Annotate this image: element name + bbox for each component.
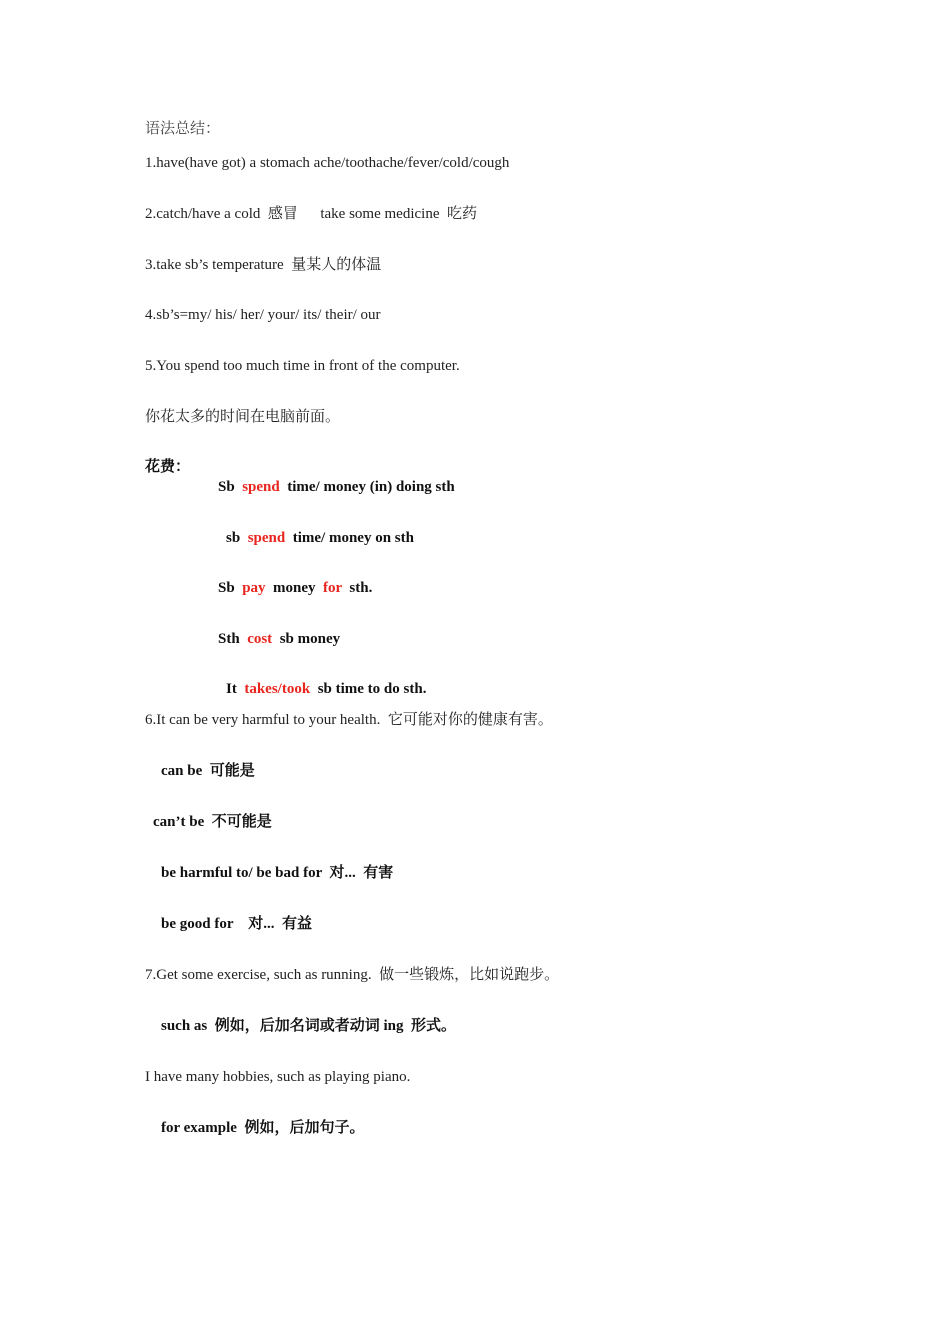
- spend-row-2-verb: spend: [247, 530, 286, 546]
- spend-row-5-subject: It: [226, 681, 245, 697]
- item-6-note-cant-be: can’t be 不可能是: [153, 814, 272, 830]
- item-7-note-for-example: for example 例如，后加句子。: [161, 1120, 365, 1136]
- grammar-item-4: 4.sb’s=my/ his/ her/ your/ its/ their/ our: [145, 307, 381, 323]
- grammar-item-5: 5.You spend too much time in front of the computer.: [145, 358, 460, 374]
- spend-row-3-subject: Sb: [218, 580, 243, 596]
- spend-row-4-verb: cost: [247, 631, 273, 647]
- grammar-item-5-translation: 你花太多的时间在电脑前面。: [145, 409, 341, 425]
- item-6-note-good-for: be good for 对... 有益: [161, 916, 312, 932]
- page-heading: 语法总结：: [145, 121, 221, 137]
- spend-row-3-rest: sth.: [341, 580, 373, 596]
- spend-row-5-verb: takes/took: [244, 681, 311, 697]
- spend-row-1-verb: spend: [242, 479, 280, 495]
- item-7-note-such-as: such as 例如，后加名词或者动词 ing 形式。: [161, 1018, 457, 1034]
- spend-row-3-object: money: [265, 580, 324, 596]
- grammar-item-1: 1.have(have got) a stomach ache/toothache/fever/cold/cough: [145, 155, 510, 171]
- spend-section-label: 花费：: [145, 459, 191, 475]
- grammar-item-6: 6.It can be very harmful to your health. 它可能对你的健康有害。: [145, 712, 553, 728]
- item-6-note-harmful: be harmful to/ be bad for 对... 有害: [161, 865, 394, 881]
- grammar-item-7: 7.Get some exercise, such as running. 做一些锻炼，比如说跑步。: [145, 967, 560, 983]
- spend-row-2-subject: sb: [226, 530, 248, 546]
- spend-row-1-subject: Sb: [218, 479, 243, 495]
- spend-row-4-subject: Sth: [218, 631, 248, 647]
- spend-row-1-rest: time/ money (in) doing sth: [279, 479, 455, 495]
- item-6-note-can-be: can be 可能是: [161, 763, 255, 779]
- grammar-item-3: 3.take sb’s temperature 量某人的体温: [145, 257, 382, 273]
- grammar-item-2: 2.catch/have a cold 感冒 take some medicine 吃药: [145, 206, 477, 222]
- spend-row-2-rest: time/ money on sth: [285, 530, 414, 546]
- item-7-example-sentence: I have many hobbies, such as playing piano.: [145, 1069, 411, 1085]
- spend-row-5-rest: sb time to do sth.: [310, 681, 427, 697]
- spend-row-4-rest: sb money: [272, 631, 341, 647]
- spend-row-3-verb: pay: [242, 580, 266, 596]
- spend-row-3-prep: for: [323, 580, 342, 596]
